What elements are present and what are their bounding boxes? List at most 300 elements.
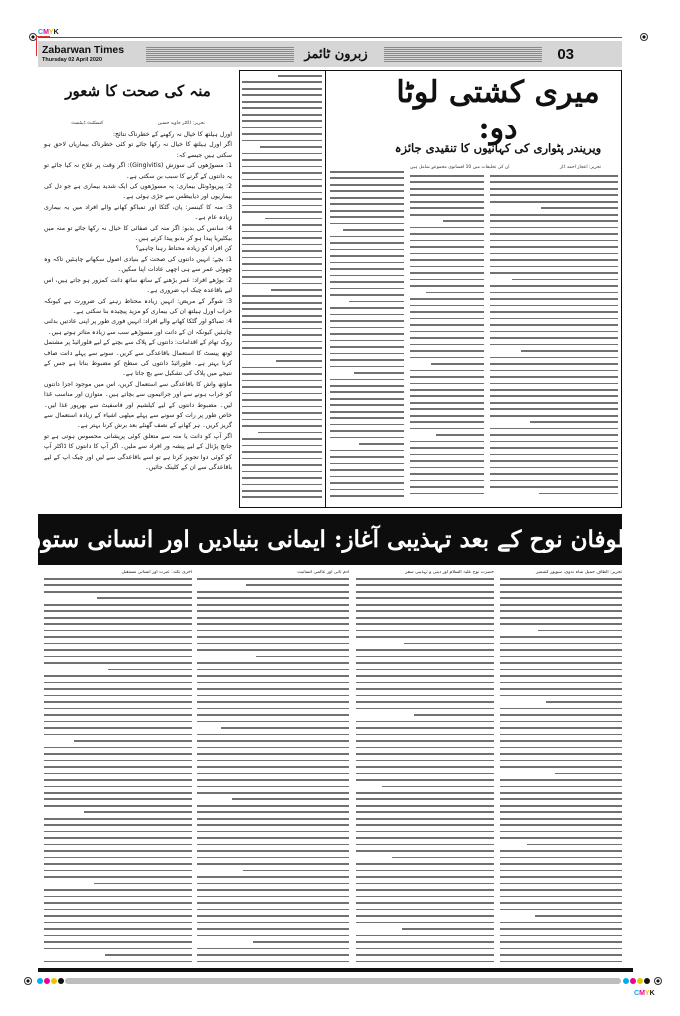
text-line <box>500 909 622 911</box>
text-line <box>44 591 192 593</box>
text-line <box>246 584 349 586</box>
article-title: منہ کی صحت کا شعور <box>65 82 211 100</box>
cmyk-label-top: CMYK <box>38 29 59 36</box>
text-line <box>44 909 192 911</box>
text-line <box>356 863 494 865</box>
text-line <box>490 214 618 216</box>
text-line <box>197 610 349 612</box>
text-line <box>330 320 404 322</box>
text-line <box>500 850 622 852</box>
text-line <box>197 734 349 736</box>
text-line <box>330 288 404 290</box>
paragraph: 2: پیریوڈونٹل بیماری: یہ مسوڑھوں کی ایک شدید بیماری ہے جو دل کی بیماریوں اور ذیابیطس سے جڑی ہوئی ہے۔ <box>44 183 232 201</box>
feature-title: میری کشتی لوٹا دو: <box>396 75 600 146</box>
text-line <box>500 786 622 788</box>
text-line <box>410 279 484 281</box>
text-line <box>500 610 622 612</box>
text-line <box>242 120 322 122</box>
text-line <box>490 376 618 378</box>
text-line <box>197 636 349 638</box>
text-line <box>44 831 192 833</box>
swatch-yellow <box>637 978 643 984</box>
text-line <box>410 194 484 196</box>
text-line <box>330 359 404 361</box>
text-line <box>490 246 618 248</box>
text-line <box>242 101 322 103</box>
text-line <box>356 578 494 580</box>
text-line <box>44 850 192 852</box>
text-line <box>242 198 322 200</box>
text-line <box>410 460 484 462</box>
text-line <box>490 292 618 294</box>
text-line <box>490 408 618 410</box>
text-line <box>414 714 494 716</box>
column-heading: آدم ثانی اور عالمی انسانیت <box>297 570 349 575</box>
text-line <box>356 662 494 664</box>
text-line <box>546 701 622 703</box>
feature-column-3 <box>410 175 484 505</box>
text-line <box>242 244 322 246</box>
text-line <box>94 883 192 885</box>
bottom-rule <box>38 968 633 972</box>
text-line <box>410 188 484 190</box>
text-line <box>44 584 192 586</box>
text-line <box>356 818 494 820</box>
text-line <box>242 283 322 285</box>
text-line <box>356 604 494 606</box>
text-line <box>500 578 622 580</box>
text-line <box>356 961 494 963</box>
text-line <box>356 935 494 937</box>
text-line <box>44 896 192 898</box>
text-line <box>443 220 484 222</box>
text-line <box>500 617 622 619</box>
text-line <box>490 344 618 346</box>
text-line <box>490 337 618 339</box>
text-line <box>512 279 618 281</box>
text-line <box>44 630 192 632</box>
text-line <box>197 889 349 891</box>
text-line <box>330 197 404 199</box>
text-line <box>197 623 349 625</box>
column-text <box>356 578 494 968</box>
text-line <box>410 259 484 261</box>
text-line <box>197 662 349 664</box>
text-line <box>197 747 349 749</box>
text-line <box>356 915 494 917</box>
text-line <box>242 380 322 382</box>
text-line <box>500 954 622 956</box>
text-line <box>330 437 404 439</box>
text-line <box>500 636 622 638</box>
text-line <box>500 597 622 599</box>
text-line <box>410 395 484 397</box>
text-line <box>500 675 622 677</box>
text-line <box>242 231 322 233</box>
text-line <box>490 363 618 365</box>
text-line <box>530 421 618 423</box>
text-line <box>356 727 494 729</box>
text-line <box>330 495 404 497</box>
text-line <box>44 714 192 716</box>
text-line <box>44 760 192 762</box>
text-line <box>330 190 404 192</box>
text-line <box>410 214 484 216</box>
text-line <box>44 636 192 638</box>
text-line <box>242 153 322 155</box>
swatch-cyan <box>37 978 43 984</box>
text-line <box>242 211 322 213</box>
color-swatches-right <box>623 976 651 986</box>
text-line <box>356 889 494 891</box>
text-line <box>356 747 494 749</box>
text-line <box>44 682 192 684</box>
paragraph: 4: سانس کی بدبو: اگر منہ کی صفائی کا خیال نہ رکھا جائے تو منہ میں بیکٹیریا پیدا ہو کر بدبو پیدا کرتے ہیں۔ <box>44 224 232 243</box>
text-line <box>330 275 404 277</box>
masthead <box>38 41 622 67</box>
text-line <box>500 935 622 937</box>
text-line <box>490 240 618 242</box>
text-line <box>221 727 349 729</box>
text-line <box>500 591 622 593</box>
text-line <box>242 263 322 265</box>
text-line <box>330 249 404 251</box>
text-line <box>356 805 494 807</box>
text-line <box>330 281 404 283</box>
newspaper-name: Zabarwan Times <box>42 44 125 56</box>
text-line <box>330 463 404 465</box>
text-line <box>356 896 494 898</box>
text-line <box>356 883 494 885</box>
text-line <box>197 876 349 878</box>
text-line <box>500 941 622 943</box>
paragraph: 3: شوگر کے مریض: انہیں زیادہ محتاط رہنے کی ضرورت ہے کیونکہ خراب اورل ہیلتھ ان کی بیماری کو مزید پیچیدہ بنا سکتی ہے۔ <box>44 297 232 315</box>
text-line <box>197 922 349 924</box>
paragraph: ماؤتھ واش کا باقاعدگی سے استعمال کریں، اس میں موجود اجزا دانتوں کو خراب ہونے سے اور جراثیموں سے بچاتے ہیں۔ متوازن اور مناسب غذا لیں۔ مضبوط دانتوں کے لیے کیلشیم اور فاسفیٹ سے بھرپور غذا لیں۔ خاص طور پر رات کو سونے سے پہلے میٹھی اشیاء کے زیادہ استعمال سے گریز کریں۔ ہر کھانے کے نصف گھنٹے بعد برش کرنا بہتر ہے۔ <box>44 380 232 430</box>
text-line <box>105 954 192 956</box>
column-heading: حضرت نوح علیہ السلام اور دینی و تہذیبی سفر <box>405 570 494 575</box>
text-line <box>410 246 484 248</box>
text-line <box>242 302 322 304</box>
text-line <box>242 354 322 356</box>
text-line <box>500 811 622 813</box>
text-line <box>490 311 618 313</box>
text-line <box>490 318 618 320</box>
text-line <box>500 656 622 658</box>
paragraph: اگر آپ کو دانت یا منہ سے متعلق کوئی پریشانی محسوس ہوتی ہے تو جانچ پڑتال کے لیے پیشہ ور افراد سے ملیں۔ اگر آپ کا دانتوں کا ڈاکٹر آپ کو کوئی دوا تجویز کرتا ہے تو اسے باقاعدگی سے لیں اور چیک اپ کے لیے باقاعدگی سے ان کے کلینک جائیں۔ <box>44 432 232 471</box>
text-line <box>410 344 484 346</box>
text-line <box>44 961 192 963</box>
text-line <box>330 171 404 173</box>
text-line <box>197 811 349 813</box>
text-line <box>490 233 618 235</box>
text-line <box>44 708 192 710</box>
text-line <box>490 383 618 385</box>
text-line <box>242 367 322 369</box>
issue-date: Thursday 02 April 2020 <box>42 56 103 63</box>
text-line <box>330 216 404 218</box>
text-line <box>278 75 322 77</box>
text-line <box>356 630 494 632</box>
text-line <box>356 649 494 651</box>
text-line <box>197 760 349 762</box>
text-line <box>197 902 349 904</box>
text-line <box>242 250 322 252</box>
text-line <box>356 591 494 593</box>
paragraph: روک تھام کے اقدامات: دانتوں کے پلاک سے بچنے کے لیے فلورائیڈ پر مشتمل ٹوتھ پیسٹ کا استعمال باقاعدگی سے کریں۔ سونے سے پہلے دانت صاف کرنا بہتر ہے۔ فلورائیڈ دانتوں کی سطح کو مضبوط بناتا ہے جس کے نتیجے میں پلاک کی تشکیل سے بچ جاتا ہے۔ <box>44 339 232 378</box>
text-line <box>44 734 192 736</box>
text-line <box>500 688 622 690</box>
text-line <box>490 181 618 183</box>
text-line <box>330 340 404 342</box>
text-line <box>490 253 618 255</box>
text-line <box>242 464 322 466</box>
text-line <box>197 766 349 768</box>
text-line <box>44 766 192 768</box>
text-line <box>330 366 404 368</box>
text-line <box>426 292 484 294</box>
text-line <box>354 372 404 374</box>
column-divider <box>325 71 326 507</box>
registration-mark-bottom-left <box>24 977 32 985</box>
text-line <box>197 649 349 651</box>
text-line <box>242 334 322 336</box>
swatch-cyan <box>623 978 629 984</box>
text-line <box>330 456 404 458</box>
text-line <box>410 370 484 372</box>
feature-byline: تحریر: اعجاز احمد ڈار <box>560 165 601 170</box>
text-line <box>330 450 404 452</box>
text-line <box>410 311 484 313</box>
text-line <box>44 747 192 749</box>
text-line <box>330 307 404 309</box>
column-heading: آخری نکتہ: عبرت اور انسانی مستقبل <box>121 570 192 575</box>
text-line <box>330 203 404 205</box>
text-line <box>242 315 322 317</box>
text-line <box>490 441 618 443</box>
text-line <box>242 224 322 226</box>
swatch-black <box>58 978 64 984</box>
text-line <box>44 935 192 937</box>
text-line <box>500 863 622 865</box>
text-line <box>44 798 192 800</box>
text-line <box>500 889 622 891</box>
text-line <box>500 922 622 924</box>
text-line <box>490 428 618 430</box>
text-line <box>330 210 404 212</box>
text-line <box>330 379 404 381</box>
text-line <box>44 662 192 664</box>
text-line <box>242 445 322 447</box>
text-line <box>356 779 494 781</box>
text-line <box>197 779 349 781</box>
text-line <box>538 630 622 632</box>
text-line <box>197 954 349 956</box>
text-line <box>197 688 349 690</box>
text-line <box>330 294 404 296</box>
color-swatches-left <box>37 976 65 986</box>
text-line <box>242 399 322 401</box>
text-line <box>242 107 322 109</box>
swatch-magenta <box>630 978 636 984</box>
text-line <box>343 229 404 231</box>
text-line <box>410 285 484 287</box>
text-line <box>356 811 494 813</box>
text-line <box>500 870 622 872</box>
text-line <box>242 172 322 174</box>
paragraph: اورل ہیلتھ کا خیال نہ رکھنے کے خطرناک نتائج: <box>112 131 232 138</box>
text-line <box>356 941 494 943</box>
text-line <box>500 753 622 755</box>
article-oral-health <box>44 70 232 502</box>
text-line <box>44 727 192 729</box>
text-line <box>490 370 618 372</box>
article-byline <box>44 121 232 126</box>
text-line <box>490 402 618 404</box>
text-line <box>500 896 622 898</box>
text-line <box>410 408 484 410</box>
text-line <box>242 321 322 323</box>
text-line <box>490 460 618 462</box>
text-line <box>330 411 404 413</box>
text-line <box>410 337 484 339</box>
text-line <box>410 266 484 268</box>
text-line <box>410 441 484 443</box>
text-line <box>242 114 322 116</box>
text-line <box>330 268 404 270</box>
text-line <box>197 740 349 742</box>
text-line <box>500 623 622 625</box>
text-line <box>197 863 349 865</box>
text-line <box>330 184 404 186</box>
text-line <box>330 262 404 264</box>
text-line <box>44 844 192 846</box>
text-line <box>500 779 622 781</box>
text-line <box>500 805 622 807</box>
text-line <box>410 454 484 456</box>
text-line <box>197 714 349 716</box>
text-line <box>356 675 494 677</box>
text-line <box>256 656 349 658</box>
gray-density-bar <box>65 978 621 984</box>
text-line <box>500 708 622 710</box>
text-line <box>500 837 622 839</box>
text-line <box>500 961 622 963</box>
text-line <box>242 127 322 129</box>
text-line <box>356 954 494 956</box>
text-line <box>490 357 618 359</box>
text-line <box>44 824 192 826</box>
text-line <box>197 909 349 911</box>
text-line <box>44 837 192 839</box>
text-line <box>527 844 622 846</box>
text-line <box>44 695 192 697</box>
column-heading: تحریر: الطاف جمیل شاہ ندوی، سوپور کشمیر <box>536 570 622 575</box>
text-line <box>490 285 618 287</box>
text-line <box>500 876 622 878</box>
text-line <box>197 701 349 703</box>
text-line <box>197 753 349 755</box>
text-line <box>356 636 494 638</box>
text-line <box>197 961 349 963</box>
text-line <box>535 915 622 917</box>
text-line <box>539 493 618 495</box>
cmyk-label-bottom: CMYK <box>634 990 655 997</box>
registration-mark-top-right <box>640 33 648 41</box>
text-line <box>490 227 618 229</box>
text-line <box>242 406 322 408</box>
banner-headline: طوفان نوح کے بعد تہذیبی آغاز: ایمانی بنیادیں اور انسانی ستون <box>24 526 636 553</box>
text-line <box>500 760 622 762</box>
text-line <box>356 753 494 755</box>
text-line <box>356 909 494 911</box>
text-line <box>330 177 404 179</box>
text-line <box>197 591 349 593</box>
masthead-title-block <box>38 45 140 63</box>
text-line <box>242 205 322 207</box>
text-line <box>242 166 322 168</box>
text-line <box>500 883 622 885</box>
text-line <box>242 496 322 498</box>
lower-column-2 <box>197 570 349 968</box>
text-line <box>84 811 192 813</box>
text-line <box>197 669 349 671</box>
column-text <box>44 578 192 968</box>
paragraph: اگر اورل ہیلتھ کا خیال نہ رکھا جائے تو کئی خطرناک بیماریاں لاحق ہو سکتی ہیں جیسے کہ: <box>44 141 232 159</box>
text-line <box>330 346 404 348</box>
text-line <box>356 850 494 852</box>
text-line <box>356 597 494 599</box>
text-line <box>242 458 322 460</box>
text-line <box>410 447 484 449</box>
text-line <box>242 490 322 492</box>
text-line <box>356 721 494 723</box>
text-line <box>410 181 484 183</box>
text-line <box>330 333 404 335</box>
text-line <box>356 831 494 833</box>
text-line <box>500 662 622 664</box>
text-line <box>356 876 494 878</box>
text-line <box>490 473 618 475</box>
text-line <box>356 734 494 736</box>
text-line <box>44 792 192 794</box>
text-line <box>330 223 404 225</box>
text-line <box>521 350 618 352</box>
text-line <box>242 140 322 142</box>
text-line <box>197 883 349 885</box>
text-line <box>410 428 484 430</box>
masthead-stripes-left <box>146 46 294 63</box>
text-line <box>44 721 192 723</box>
text-line <box>490 194 618 196</box>
text-line <box>197 915 349 917</box>
text-line <box>490 266 618 268</box>
text-line <box>356 617 494 619</box>
text-line <box>44 610 192 612</box>
feature-column-4 <box>490 175 618 505</box>
text-line <box>330 385 404 387</box>
text-line <box>242 295 322 297</box>
text-line <box>330 314 404 316</box>
text-line <box>44 688 192 690</box>
text-line <box>197 850 349 852</box>
paragraph: 4: تمباکو اور گٹکا کھانے والے افراد: انہیں فوری طور پر اپنی عادتیں بدلنی چاہئیں کیونکہ ان کے دانت اور مسوڑھے سب سے زیادہ متاثر ہوتے ہیں۔ <box>44 318 232 336</box>
text-line <box>356 922 494 924</box>
text-line <box>330 327 404 329</box>
text-line <box>44 863 192 865</box>
text-line <box>197 675 349 677</box>
lower-column-1 <box>44 570 192 968</box>
